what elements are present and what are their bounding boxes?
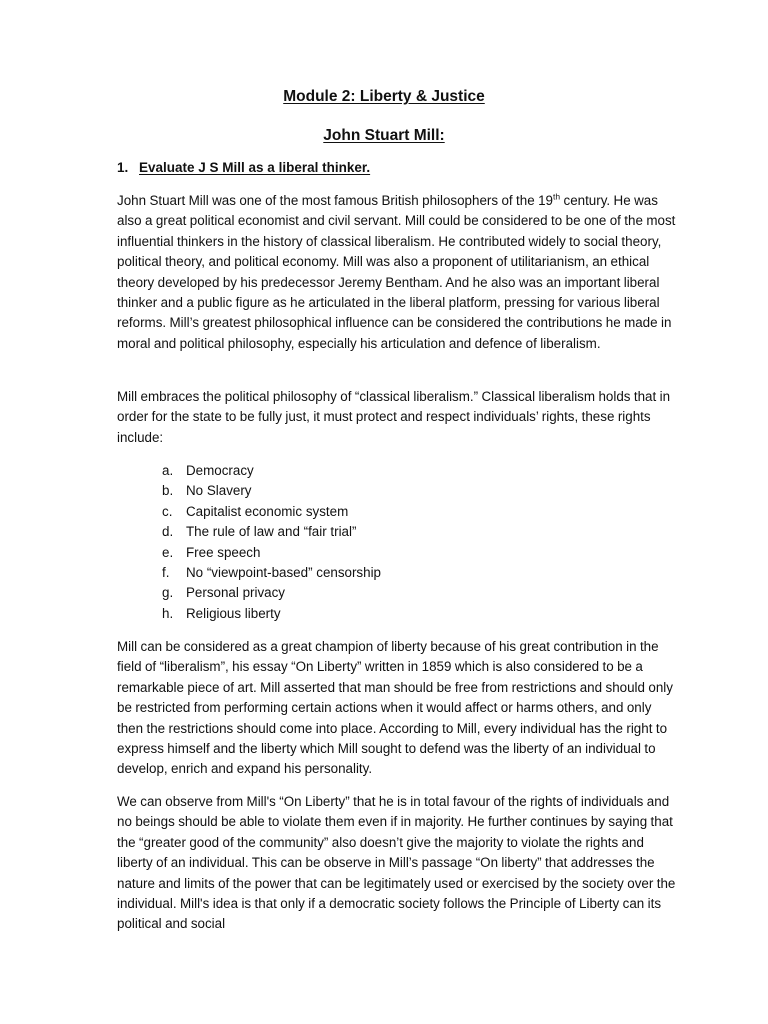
paragraph-rights-of-individuals: We can observe from Mill's “On Liberty” that he is in total favour of the rights of individuals and no beings should be able to violate them even if in majority. He further continues by saying that the “greater good of the community” also doesn’t give the majority to violate the rights and liberty of an individual. This can be observe in Mill’s passage “On liberty” that addresses the nature and limits of the power that can be legitimately used or exercised by the society over the individual. Mill's idea is that only if a democratic society follows the Principle of Liberty can its political and social [117,794,676,932]
question-number: 1. [117,160,129,175]
paragraph-intro [117,191,677,354]
list-marker: c. [162,503,173,519]
list-item [162,583,381,603]
ordinal-superscript: th [552,191,561,202]
question-heading [117,160,370,175]
list-item [162,461,381,481]
list-item [162,543,381,563]
list-marker: e. [162,544,174,560]
list-item-text: Personal privacy [186,585,285,601]
rights-list [162,461,381,624]
paragraph-intro-text-rest: century. He was also a great political economist and civil servant. Mill could be considered to be one of the most influential thinkers in the history of classical liberalism. He contributed widely to social theory, political theory, and political economy. Mill was also a proponent of utilitarianism, an ethical theory developed by his predecessor Jeremy Bentham. And he also was an important liberal thinker and a public figure as he articulated in the liberal platform, pressing for various liberal reforms. Mill’s greatest philosophical influence can be considered the contributions he made in moral and political philosophy, especially his articulation and defence of liberalism. [117,193,676,351]
list-item [162,481,381,501]
list-marker: b. [162,483,174,499]
list-item-text: No Slavery [186,483,252,499]
paragraph-champion-of-liberty: Mill can be considered as a great champion of liberty because of his great contribution in the field of “liberalism”, his essay “On Liberty” written in 1859 which is also considered to be a remarkable piece of art. Mill asserted that man should be free from restrictions and should only be restricted from performing certain actions when it would affect or harms others, and only then the restrictions should come into place. According to Mill, every individual has the right to express himself and the liberty which Mill sought to defend was the liberty of an individual to develop, enrich and expand his personality. [117,639,673,777]
list-item [162,502,381,522]
paragraph-intro-text-start: John Stuart Mill was one of the most famous British philosophers of the 19 [117,193,553,208]
question-text: Evaluate J S Mill as a liberal thinker. [139,160,371,175]
list-item-text: Free speech [186,544,261,560]
list-marker: a. [162,463,174,478]
list-item-text: Democracy [186,463,254,478]
list-marker: d. [162,524,174,540]
list-item-text: No “viewpoint-based” censorship [186,565,382,581]
list-marker: h. [162,605,174,621]
section-heading: John Stuart Mill: [323,127,445,144]
list-item-text: Capitalist economic system [186,503,349,519]
list-item-text: The rule of law and “fair trial” [186,524,357,540]
list-item [162,522,381,542]
document-title: Module 2: Liberty & Justice [283,88,485,105]
list-marker: f. [162,565,170,581]
list-item [162,563,381,583]
list-item [162,604,381,624]
list-marker: g. [162,585,174,601]
paragraph-classical-liberalism: Mill embraces the political philosophy of “classical liberalism.” Classical liberalism holds that in order for the state to be fully just, it must protect and respect individuals’ rights, these rights include: [117,389,671,445]
list-item-text: Religious liberty [186,605,281,621]
